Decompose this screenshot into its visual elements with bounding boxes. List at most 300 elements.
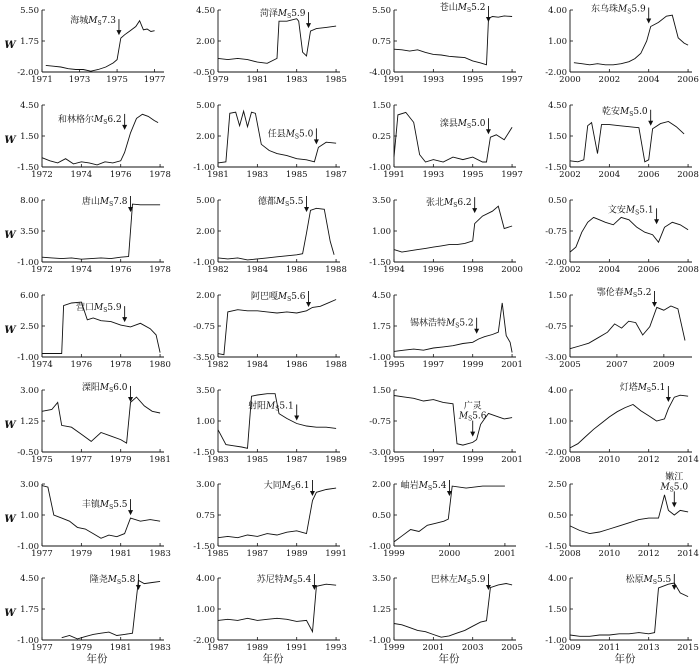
series-line xyxy=(394,206,512,252)
y-tick-label: 2.00 xyxy=(196,227,215,237)
event-arrow-head xyxy=(652,302,657,307)
event-label xyxy=(431,573,486,586)
y-tick-label: -1.50 xyxy=(17,163,39,173)
x-tick-label: 1972 xyxy=(31,170,53,180)
x-tick-label: 2001 xyxy=(501,455,523,465)
event-label-post: 5.9 xyxy=(631,4,646,15)
x-tick-label: 1991 xyxy=(383,170,405,180)
panel-6 xyxy=(193,101,347,180)
panel-20 xyxy=(545,381,699,465)
panel-26 xyxy=(193,573,347,653)
y-tick-label: -2.00 xyxy=(545,448,567,458)
y-tick-label: -1.50 xyxy=(193,542,215,552)
event-label xyxy=(251,291,306,303)
panel-18 xyxy=(193,386,347,465)
event-label-sub: S xyxy=(116,579,122,586)
x-tick-label: 1999 xyxy=(461,455,484,465)
y-tick-label: -1.50 xyxy=(545,542,567,552)
event-label-post: 5.0 xyxy=(299,129,314,140)
event-label-post: 5.2 xyxy=(471,3,486,13)
event-label-sub: S xyxy=(627,8,632,16)
x-axis-title: 年份 xyxy=(262,653,284,665)
event-label-sub: S xyxy=(428,485,433,492)
x-tick-label: 2012 xyxy=(637,455,660,465)
y-tick-label: 8.00 xyxy=(20,196,39,206)
event-label-post: 5.0 xyxy=(673,482,689,493)
event-label-sub: S xyxy=(453,202,458,210)
event-label-sub: S xyxy=(294,133,300,141)
y-tick-label: 2.50 xyxy=(20,322,39,332)
x-tick-label: 2001 xyxy=(501,360,523,370)
x-tick-label: 2014 xyxy=(677,455,699,465)
x-tick-label: 1999 xyxy=(461,360,484,370)
y-tick-label: 4.00 xyxy=(548,6,567,16)
series-line xyxy=(218,488,336,538)
x-tick-label: 2010 xyxy=(598,549,621,559)
x-tick-label: 2004 xyxy=(637,75,660,85)
event-label xyxy=(440,117,486,130)
x-tick-label: 1975 xyxy=(106,75,128,85)
x-tick-label: 1977 xyxy=(31,549,53,559)
event-label-m: M xyxy=(458,411,469,422)
x-tick-label: 1983 xyxy=(285,75,308,85)
event-label-pre: 阿巴嘎 xyxy=(250,292,278,302)
y-tick-label: -1.00 xyxy=(17,353,39,363)
x-tick-label: 2005 xyxy=(559,360,581,370)
event-label-sub: S xyxy=(109,201,114,208)
y-tick-label: 4.00 xyxy=(548,574,567,584)
panel-23 xyxy=(369,479,516,559)
x-tick-label: 1987 xyxy=(246,549,269,559)
x-tick-label: 1985 xyxy=(285,170,308,180)
event-label-pre: 德都 xyxy=(257,197,276,207)
event-label-pre: 松原 xyxy=(625,575,644,585)
x-tick-label: 1987 xyxy=(207,643,229,653)
series-line xyxy=(394,584,512,638)
y-tick-label: 1.50 xyxy=(372,101,391,111)
x-tick-label: 1974 xyxy=(70,170,93,180)
series-line xyxy=(42,486,160,539)
panel-2 xyxy=(193,6,347,85)
event-label-mag xyxy=(659,482,688,493)
x-tick-label: 1976 xyxy=(109,170,132,180)
event-label-post: 5.9 xyxy=(471,575,486,585)
y-tick-label: -1.00 xyxy=(17,258,39,268)
event-label-sub: S xyxy=(629,110,634,118)
y-tick-label: 3.00 xyxy=(196,480,215,490)
x-tick-label: 1987 xyxy=(325,170,347,180)
event-label-m: M xyxy=(457,119,467,130)
event-label-pre: 大同 xyxy=(263,481,282,491)
event-label xyxy=(591,3,646,16)
event-label-pre: 丰镇 xyxy=(81,500,100,511)
y-tick-label: 3.50 xyxy=(372,574,391,584)
event-label-pre: 射阳 xyxy=(248,401,267,412)
y-tick-label: 4.50 xyxy=(20,574,39,584)
y-tick-label: -3.00 xyxy=(545,353,567,363)
x-tick-label: 1977 xyxy=(143,75,166,85)
panel-13 xyxy=(17,291,171,370)
y-tick-label: 1.00 xyxy=(20,511,39,521)
x-tick-label: 1978 xyxy=(149,170,171,180)
y-tick-label: 3.50 xyxy=(196,386,215,396)
event-label-post: 7.8 xyxy=(113,197,128,207)
panel-10 xyxy=(193,195,347,275)
x-tick-label: 1983 xyxy=(246,170,269,180)
panel-27 xyxy=(369,573,523,653)
series-line xyxy=(218,208,334,260)
y-tick-label: -1.00 xyxy=(369,353,391,363)
event-label-post: 5.4 xyxy=(297,575,312,585)
series-line xyxy=(570,217,688,252)
y-tick-label: -2.00 xyxy=(17,68,39,78)
event-arrow-head xyxy=(474,329,479,334)
y-tick-label: 3.00 xyxy=(20,386,39,396)
y-tick-label: 0.75 xyxy=(196,511,215,521)
x-tick-label: 1981 xyxy=(109,549,132,559)
x-tick-label: 2015 xyxy=(677,643,699,653)
y-tick-label: 1.75 xyxy=(372,322,391,332)
event-label-post: 7.3 xyxy=(101,16,116,27)
event-label-sub: S xyxy=(466,7,472,14)
x-tick-label: 1997 xyxy=(422,455,445,465)
event-label-sub: S xyxy=(109,504,114,512)
event-label xyxy=(58,113,122,126)
event-label-post: 5.0 xyxy=(633,106,648,117)
event-label-m: M xyxy=(275,197,286,207)
event-label-m: M xyxy=(93,303,104,314)
y-tick-label: -1.00 xyxy=(545,636,567,646)
x-tick-label: 1991 xyxy=(285,643,308,653)
x-tick-label: 1977 xyxy=(70,455,93,465)
panel-3 xyxy=(369,1,523,85)
event-label-pre: 滦县 xyxy=(439,119,458,130)
x-axis-title: 年份 xyxy=(614,653,636,665)
y-tick-label: -1.50 xyxy=(545,163,567,173)
y-tick-label: -0.75 xyxy=(545,227,567,237)
event-label-m: M xyxy=(285,129,295,140)
x-tick-label: 1973 xyxy=(68,75,91,85)
panel-24 xyxy=(545,470,699,559)
panel-11 xyxy=(369,196,523,275)
event-label xyxy=(626,573,672,586)
event-label-sub: S xyxy=(103,118,108,126)
x-tick-label: 1991 xyxy=(325,549,347,559)
event-label-pre: 岫岩 xyxy=(400,481,419,491)
y-axis-title: W xyxy=(4,325,16,336)
x-tick-label: 2000 xyxy=(438,549,461,559)
y-tick-label: 1.75 xyxy=(20,37,39,47)
x-tick-label: 1981 xyxy=(207,170,229,180)
x-tick-label: 2004 xyxy=(598,265,621,275)
x-tick-label: 2008 xyxy=(677,170,699,180)
event-label-pre: 巴林左 xyxy=(430,575,458,585)
y-tick-label: 1.00 xyxy=(196,605,215,615)
event-arrow-head xyxy=(672,502,677,507)
event-label xyxy=(257,573,312,586)
x-tick-label: 1989 xyxy=(325,455,347,465)
series-line xyxy=(394,16,512,65)
event-label-m: M xyxy=(444,198,454,209)
event-label-sub: S xyxy=(103,307,108,315)
x-tick-label: 1993 xyxy=(325,643,347,653)
event-label-sub: S xyxy=(287,13,292,21)
x-tick-label: 1996 xyxy=(422,265,445,275)
x-tick-label: 1988 xyxy=(325,265,347,275)
x-tick-label: 2010 xyxy=(598,455,621,465)
y-tick-label: 5.00 xyxy=(196,196,215,206)
event-label-post: 5.1 xyxy=(279,401,294,412)
x-tick-label: 1997 xyxy=(501,75,523,85)
y-axis-title: W xyxy=(4,514,16,525)
event-label-pre: 东乌珠 xyxy=(591,4,619,15)
event-arrow-head xyxy=(122,317,127,322)
event-label-pre: 隆尧 xyxy=(89,575,108,585)
y-tick-label: 0.50 xyxy=(372,511,391,521)
y-tick-label: -1.50 xyxy=(369,258,391,268)
y-tick-label: 5.50 xyxy=(20,6,39,16)
y-tick-label: 2.50 xyxy=(548,480,567,490)
x-tick-label: 1979 xyxy=(70,549,93,559)
x-tick-label: 1995 xyxy=(383,360,405,370)
y-tick-label: 3.50 xyxy=(372,196,391,206)
event-label-post: 5.1 xyxy=(639,205,654,216)
event-label-sub: S xyxy=(97,20,102,28)
y-tick-label: -0.50 xyxy=(17,448,39,458)
y-tick-label: 4.00 xyxy=(548,386,567,396)
y-tick-label: -1.00 xyxy=(17,542,39,552)
x-tick-label: 2008 xyxy=(677,265,699,275)
x-tick-label: 2014 xyxy=(677,549,699,559)
event-label xyxy=(70,14,116,27)
event-label-sub: S xyxy=(290,485,296,492)
event-label-post: 6.0 xyxy=(113,383,128,393)
event-label-post: 5.6 xyxy=(291,292,306,302)
event-arrow-head xyxy=(672,585,677,590)
event-label-m: M xyxy=(99,197,110,207)
series-line xyxy=(46,21,155,71)
event-label-m: M xyxy=(625,205,636,216)
y-tick-label: 4.50 xyxy=(20,101,39,111)
panel-16 xyxy=(545,286,692,370)
event-label-post: 5.5 xyxy=(289,197,304,207)
event-label-post: 5.8 xyxy=(121,575,136,585)
event-label-m: M xyxy=(88,16,98,27)
panel-19 xyxy=(369,386,523,465)
event-label xyxy=(401,479,447,492)
panel-22 xyxy=(193,479,347,559)
series-line xyxy=(394,396,512,446)
event-label-m: M xyxy=(643,575,653,585)
y-tick-label: 0.50 xyxy=(548,511,567,521)
y-tick-label: -4.00 xyxy=(369,68,391,78)
x-tick-label: 1982 xyxy=(207,360,229,370)
series-line xyxy=(42,397,160,443)
y-axis-title: W xyxy=(4,230,16,241)
x-tick-label: 2009 xyxy=(653,360,675,370)
event-label-m: M xyxy=(660,482,670,493)
panel-4 xyxy=(545,3,699,85)
x-tick-label: 1995 xyxy=(461,170,484,180)
x-tick-label: 2002 xyxy=(559,170,581,180)
x-tick-label: 1979 xyxy=(207,75,229,85)
event-label-pre: 溧阳 xyxy=(81,383,100,393)
panel-25 xyxy=(17,573,171,653)
y-tick-label: -2.00 xyxy=(545,68,567,78)
x-tick-label: 1982 xyxy=(207,265,229,275)
x-tick-label: 2012 xyxy=(637,549,660,559)
x-tick-label: 2009 xyxy=(559,643,581,653)
y-tick-label: -1.00 xyxy=(193,258,215,268)
y-tick-label: 1.50 xyxy=(548,132,567,142)
event-label xyxy=(82,381,128,394)
series-line xyxy=(570,306,685,349)
x-tick-label: 2002 xyxy=(598,75,621,85)
y-tick-label: 0.50 xyxy=(548,196,567,206)
y-tick-label: -3.50 xyxy=(193,353,215,363)
x-tick-label: 1980 xyxy=(149,360,171,370)
event-label-sub: S xyxy=(468,415,473,423)
x-tick-label: 2003 xyxy=(461,643,484,653)
event-arrow-head xyxy=(294,415,299,420)
series-line xyxy=(570,495,688,534)
x-tick-label: 2001 xyxy=(422,643,445,653)
panel-1 xyxy=(17,6,165,85)
series-line xyxy=(218,19,336,64)
y-tick-label: 1.25 xyxy=(372,605,391,615)
event-label-sub: S xyxy=(292,579,298,586)
event-arrow-head xyxy=(128,510,133,515)
event-label-post: 5.9 xyxy=(291,9,306,20)
event-label-pre: 乾安 xyxy=(601,106,621,117)
event-label-post: 5.0 xyxy=(471,119,486,130)
series-line xyxy=(570,122,684,162)
event-label-pre: 苍山 xyxy=(439,3,458,13)
x-tick-label: 1999 xyxy=(383,643,405,653)
event-label-sub: S xyxy=(635,209,640,217)
x-tick-label: 1974 xyxy=(31,360,53,370)
x-tick-label: 1984 xyxy=(246,265,269,275)
y-axis-title: W xyxy=(4,40,16,51)
x-tick-label: 1972 xyxy=(31,265,53,275)
y-tick-label: -0.75 xyxy=(193,322,215,332)
event-label-pre: 苏尼特 xyxy=(256,575,284,585)
panel-5 xyxy=(17,101,171,180)
event-label-m: M xyxy=(99,383,110,393)
x-tick-label: 1981 xyxy=(149,455,171,465)
event-label xyxy=(90,573,136,586)
panel-7 xyxy=(369,101,523,180)
y-tick-label: 1.00 xyxy=(196,417,215,427)
event-label xyxy=(597,286,652,299)
event-label xyxy=(248,399,294,412)
event-label-m: M xyxy=(107,575,117,585)
x-tick-label: 1983 xyxy=(149,549,171,559)
x-tick-label: 2006 xyxy=(637,170,660,180)
x-tick-label: 1998 xyxy=(461,265,484,275)
event-label-m: M xyxy=(457,3,467,13)
y-tick-label: 1.00 xyxy=(548,417,567,427)
event-label-sub: S xyxy=(646,387,652,394)
x-tick-label: 1983 xyxy=(207,455,229,465)
y-tick-label: 2.00 xyxy=(372,480,391,490)
x-tick-label: 1993 xyxy=(422,75,445,85)
y-tick-label: 6.00 xyxy=(20,291,39,301)
x-tick-label: 1986 xyxy=(285,265,308,275)
series-line xyxy=(218,300,336,355)
event-label xyxy=(268,127,314,140)
x-tick-label: 2007 xyxy=(606,360,628,370)
y-tick-label: -1.50 xyxy=(193,448,215,458)
event-label-sub: S xyxy=(275,405,280,413)
event-label-m: M xyxy=(277,292,288,302)
event-label-m: M xyxy=(623,288,634,298)
event-label-pre: 海城 xyxy=(70,16,89,27)
series-line xyxy=(218,584,336,632)
event-label-pre: 锡林浩特 xyxy=(409,318,446,329)
y-tick-label: 3.50 xyxy=(20,227,39,237)
panel-15 xyxy=(369,291,523,370)
x-tick-label: 2011 xyxy=(598,643,621,653)
event-arrow-head xyxy=(136,585,141,590)
event-label-m: M xyxy=(620,106,630,117)
series-line xyxy=(574,15,688,65)
event-label xyxy=(440,1,486,14)
x-tick-label: 1981 xyxy=(246,75,269,85)
x-tick-label: 1978 xyxy=(149,265,171,275)
x-tick-label: 2000 xyxy=(559,75,581,85)
event-label-pre: 和林格尔 xyxy=(57,114,94,125)
x-tick-label: 2006 xyxy=(677,75,699,85)
y-tick-label: -1.00 xyxy=(17,636,39,646)
event-label-m: M xyxy=(93,114,104,125)
y-tick-label: 2.00 xyxy=(196,291,215,301)
event-label-sub: S xyxy=(109,387,114,394)
y-tick-label: 1.25 xyxy=(20,417,39,427)
event-label-post: 5.2 xyxy=(459,318,474,329)
y-axis-title: W xyxy=(4,135,16,146)
event-label xyxy=(410,317,474,330)
x-tick-label: 2005 xyxy=(501,643,523,653)
x-tick-label: 1984 xyxy=(246,360,269,370)
x-tick-label: 1976 xyxy=(109,265,132,275)
x-tick-label: 2000 xyxy=(501,265,523,275)
event-label-post: 5.4 xyxy=(432,481,447,491)
series-line xyxy=(570,583,688,636)
event-label-m: M xyxy=(445,318,456,329)
panel-9 xyxy=(17,195,171,275)
event-label-pre: 唐山 xyxy=(81,197,100,207)
x-tick-label: 1987 xyxy=(285,455,308,465)
y-tick-label: -2.00 xyxy=(193,636,215,646)
x-tick-label: 1985 xyxy=(207,549,229,559)
event-label-pre: 鄂伦春 xyxy=(596,288,624,298)
series-line xyxy=(218,394,336,449)
y-axis-title: W xyxy=(4,608,16,619)
event-label-pre: 任县 xyxy=(267,129,286,140)
series-line xyxy=(570,395,688,448)
event-label-sub: S xyxy=(285,201,290,208)
x-tick-label: 1997 xyxy=(501,170,523,180)
x-tick-label: 1977 xyxy=(31,643,53,653)
y-tick-label: 4.00 xyxy=(196,574,215,584)
y-tick-label: -0.75 xyxy=(369,417,391,427)
event-arrow-head xyxy=(306,23,311,28)
series-line xyxy=(42,204,160,259)
panel-14 xyxy=(193,291,347,370)
event-label-pre: 文安 xyxy=(607,205,626,216)
y-tick-label: 1.50 xyxy=(548,291,567,301)
